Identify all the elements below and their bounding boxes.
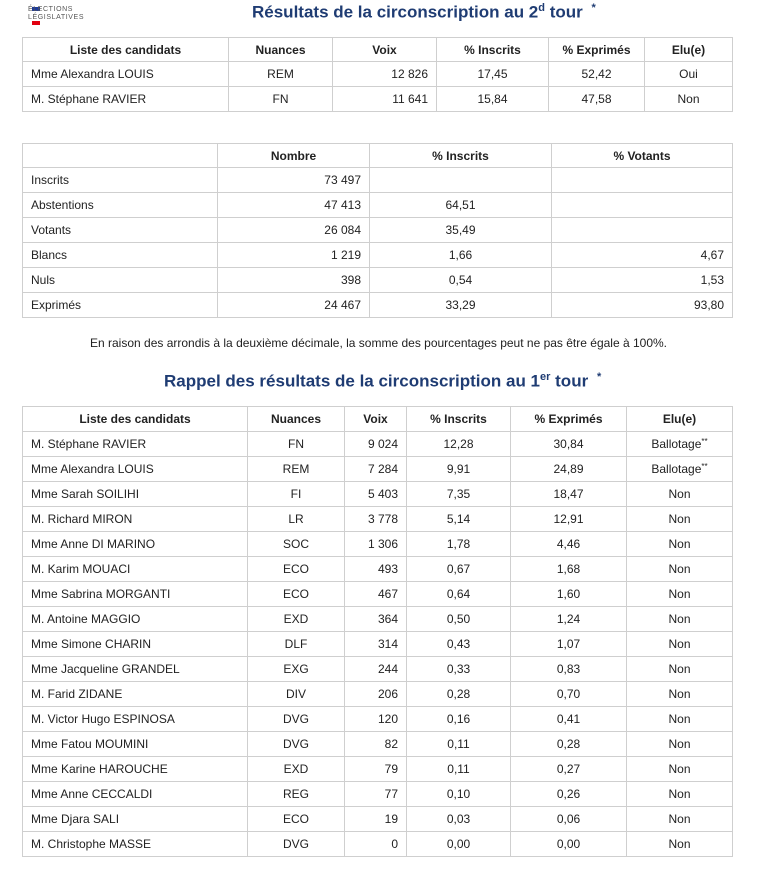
table-cell: 1 219 (218, 243, 370, 268)
table-cell (552, 168, 733, 193)
table-cell: Mme Anne DI MARINO (23, 532, 248, 557)
column-header (23, 144, 218, 168)
table-cell: Non (645, 87, 733, 112)
table-cell: M. Karim MOUACI (23, 557, 248, 582)
table-row (23, 757, 733, 782)
table-cell: 0,16 (407, 707, 511, 732)
table-cell: 0 (345, 832, 407, 857)
table-cell: 79 (345, 757, 407, 782)
table-row (23, 432, 733, 457)
table-cell: 35,49 (370, 218, 552, 243)
table-cell: DVG (248, 707, 345, 732)
table-cell: Oui (645, 62, 733, 87)
column-header: Elu(e) (627, 407, 733, 432)
table-cell: 73 497 (218, 168, 370, 193)
table-cell: 1,07 (511, 632, 627, 657)
elections-logo (28, 0, 90, 26)
table-cell: 30,84 (511, 432, 627, 457)
table-cell: Non (627, 532, 733, 557)
table-cell: REM (248, 457, 345, 482)
table-cell: Non (627, 557, 733, 582)
table-cell: 0,70 (511, 682, 627, 707)
table-cell: 0,28 (511, 732, 627, 757)
table-cell: REM (229, 62, 333, 87)
table-cell: 26 084 (218, 218, 370, 243)
table-cell: 0,41 (511, 707, 627, 732)
table-cell: Non (627, 507, 733, 532)
table-cell: 52,42 (549, 62, 645, 87)
table-cell: M. Richard MIRON (23, 507, 248, 532)
table-cell: Mme Fatou MOUMINI (23, 732, 248, 757)
table-cell: 0,83 (511, 657, 627, 682)
table-cell: 1,60 (511, 582, 627, 607)
tricolor-icon (32, 0, 58, 4)
table-cell: 12,91 (511, 507, 627, 532)
table-cell: Mme Djara SALI (23, 807, 248, 832)
table-row (23, 532, 733, 557)
table-cell: Non (627, 757, 733, 782)
table-cell: Ballotage** (627, 457, 733, 482)
column-header: % Inscrits (407, 407, 511, 432)
column-header: Elu(e) (645, 38, 733, 62)
table-cell: 0,11 (407, 732, 511, 757)
rounding-note: En raison des arrondis à la deuxième décimale, la somme des pourcentages peut ne pas être égale à 100%. (89, 336, 667, 350)
table-cell: Inscrits (23, 168, 218, 193)
table-row (23, 218, 733, 243)
table-cell: M. Antoine MAGGIO (23, 607, 248, 632)
table-cell: 0,06 (511, 807, 627, 832)
title-star: * (596, 371, 602, 383)
table-cell: 0,43 (407, 632, 511, 657)
table-cell: 4,67 (552, 243, 733, 268)
table-cell: 64,51 (370, 193, 552, 218)
table-cell: M. Stéphane RAVIER (23, 87, 229, 112)
table-cell: 7,35 (407, 482, 511, 507)
table-cell: 120 (345, 707, 407, 732)
table-cell: FI (248, 482, 345, 507)
table-cell: 467 (345, 582, 407, 607)
title-second-round: Résultats de la circonscription au 2$^d$ tour * (252, 2, 596, 22)
table-cell: 93,80 (552, 293, 733, 318)
table-cell: 0,00 (407, 832, 511, 857)
table-cell: Votants (23, 218, 218, 243)
table-row (23, 482, 733, 507)
table-cell: Mme Jacqueline GRANDEL (23, 657, 248, 682)
table-cell: Non (627, 682, 733, 707)
table-cell: 33,29 (370, 293, 552, 318)
table-cell: 0,11 (407, 757, 511, 782)
table-cell: DLF (248, 632, 345, 657)
table-cell: EXG (248, 657, 345, 682)
table-row (23, 632, 733, 657)
column-header: % Exprimés (511, 407, 627, 432)
table-cell: 0,27 (511, 757, 627, 782)
table-cell: EXD (248, 607, 345, 632)
table-row (23, 782, 733, 807)
table-cell: 47,58 (549, 87, 645, 112)
logo-line1: ÉLECTIONS (28, 6, 74, 13)
column-header: % Votants (552, 144, 733, 168)
table-cell: Mme Sarah SOILIHI (23, 482, 248, 507)
table-cell: 4,46 (511, 532, 627, 557)
second-round-table (22, 37, 733, 112)
table-cell: Mme Anne CECCALDI (23, 782, 248, 807)
table-cell: ECO (248, 582, 345, 607)
column-header: Nuances (248, 407, 345, 432)
table-row (23, 293, 733, 318)
table-cell: 9 024 (345, 432, 407, 457)
table-row (23, 607, 733, 632)
table-cell: DVG (248, 832, 345, 857)
ballotage-mark: ** (701, 437, 708, 446)
table-header-row (23, 407, 733, 432)
table-cell: REG (248, 782, 345, 807)
table-cell: LR (248, 507, 345, 532)
table-row (23, 707, 733, 732)
table-cell: FN (229, 87, 333, 112)
table-cell: 1,53 (552, 268, 733, 293)
table-cell: DVG (248, 732, 345, 757)
table-cell: 1,68 (511, 557, 627, 582)
table-cell: 9,91 (407, 457, 511, 482)
table-cell: 18,47 (511, 482, 627, 507)
table-cell: M. Stéphane RAVIER (23, 432, 248, 457)
table-cell: 11 641 (333, 87, 437, 112)
table-cell: Mme Karine HAROUCHE (23, 757, 248, 782)
logo-line2: LÉGISLATIVES (28, 14, 85, 21)
table-cell: 1,78 (407, 532, 511, 557)
table-cell: FN (248, 432, 345, 457)
column-header: % Exprimés (549, 38, 645, 62)
table-row (23, 732, 733, 757)
table-cell: Non (627, 832, 733, 857)
table-cell: 24 467 (218, 293, 370, 318)
column-header: Voix (345, 407, 407, 432)
table-cell: Mme Alexandra LOUIS (23, 62, 229, 87)
table-cell: SOC (248, 532, 345, 557)
table-cell: 12,28 (407, 432, 511, 457)
table-cell: 24,89 (511, 457, 627, 482)
table-cell: ECO (248, 557, 345, 582)
table-cell: Non (627, 482, 733, 507)
table-cell: Non (627, 707, 733, 732)
table-cell: Non (627, 607, 733, 632)
table-cell: M. Christophe MASSE (23, 832, 248, 857)
table-cell: 3 778 (345, 507, 407, 532)
table-cell: ECO (248, 807, 345, 832)
title-star: * (591, 2, 596, 14)
table-cell: Nuls (23, 268, 218, 293)
table-row (23, 557, 733, 582)
table-cell (370, 168, 552, 193)
table-header-row (23, 38, 733, 62)
table-row (23, 807, 733, 832)
table-cell: Non (627, 657, 733, 682)
table-cell: DIV (248, 682, 345, 707)
table-cell: 19 (345, 807, 407, 832)
table-cell: Non (627, 732, 733, 757)
table-cell: 0,54 (370, 268, 552, 293)
table-cell: 0,33 (407, 657, 511, 682)
table-cell: 0,26 (511, 782, 627, 807)
table-cell: 0,03 (407, 807, 511, 832)
table-row (23, 832, 733, 857)
table-cell: 47 413 (218, 193, 370, 218)
column-header: Liste des candidats (23, 38, 229, 62)
table-cell: 77 (345, 782, 407, 807)
table-row (23, 243, 733, 268)
table-row (23, 62, 733, 87)
table-cell: Mme Alexandra LOUIS (23, 457, 248, 482)
table-cell: 7 284 (345, 457, 407, 482)
table-cell: 5 403 (345, 482, 407, 507)
table-cell: 0,00 (511, 832, 627, 857)
table-cell: 0,10 (407, 782, 511, 807)
column-header: % Inscrits (437, 38, 549, 62)
table-header-row (23, 144, 733, 168)
table-cell: Non (627, 807, 733, 832)
table-row (23, 582, 733, 607)
table-cell: Mme Sabrina MORGANTI (23, 582, 248, 607)
table-cell: 0,50 (407, 607, 511, 632)
table-row (23, 168, 733, 193)
table-row (23, 268, 733, 293)
ballotage-mark: ** (701, 462, 708, 471)
table-cell: 17,45 (437, 62, 549, 87)
table-cell: 82 (345, 732, 407, 757)
table-cell: Blancs (23, 243, 218, 268)
table-row (23, 507, 733, 532)
table-row (23, 87, 733, 112)
table-cell: 0,64 (407, 582, 511, 607)
table-cell: Non (627, 632, 733, 657)
column-header: % Inscrits (370, 144, 552, 168)
table-cell: 493 (345, 557, 407, 582)
table-cell: 206 (345, 682, 407, 707)
table-row (23, 682, 733, 707)
table-cell: Ballotage** (627, 432, 733, 457)
table-cell: Non (627, 582, 733, 607)
table-cell: EXD (248, 757, 345, 782)
table-cell: Abstentions (23, 193, 218, 218)
table-cell: Exprimés (23, 293, 218, 318)
title-first-round: Rappel des résultats de la circonscription au 1er tour * (164, 371, 602, 391)
table-cell: M. Farid ZIDANE (23, 682, 248, 707)
table-row (23, 657, 733, 682)
participation-table (22, 143, 733, 318)
table-cell: 1,66 (370, 243, 552, 268)
table-cell: Non (627, 782, 733, 807)
first-round-table (22, 406, 733, 857)
table-cell: 0,67 (407, 557, 511, 582)
table-cell: Mme Simone CHARIN (23, 632, 248, 657)
table-cell: 5,14 (407, 507, 511, 532)
table-cell: M. Victor Hugo ESPINOSA (23, 707, 248, 732)
table-cell: 1,24 (511, 607, 627, 632)
column-header: Voix (333, 38, 437, 62)
table-cell (552, 193, 733, 218)
table-cell (552, 218, 733, 243)
table-cell: 364 (345, 607, 407, 632)
table-row (23, 193, 733, 218)
table-cell: 398 (218, 268, 370, 293)
table-cell: 0,28 (407, 682, 511, 707)
column-header: Nombre (218, 144, 370, 168)
column-header: Nuances (229, 38, 333, 62)
table-row (23, 457, 733, 482)
column-header: Liste des candidats (23, 407, 248, 432)
table-cell: 15,84 (437, 87, 549, 112)
table-cell: 1 306 (345, 532, 407, 557)
table-cell: 244 (345, 657, 407, 682)
table-cell: 314 (345, 632, 407, 657)
table-cell: 12 826 (333, 62, 437, 87)
